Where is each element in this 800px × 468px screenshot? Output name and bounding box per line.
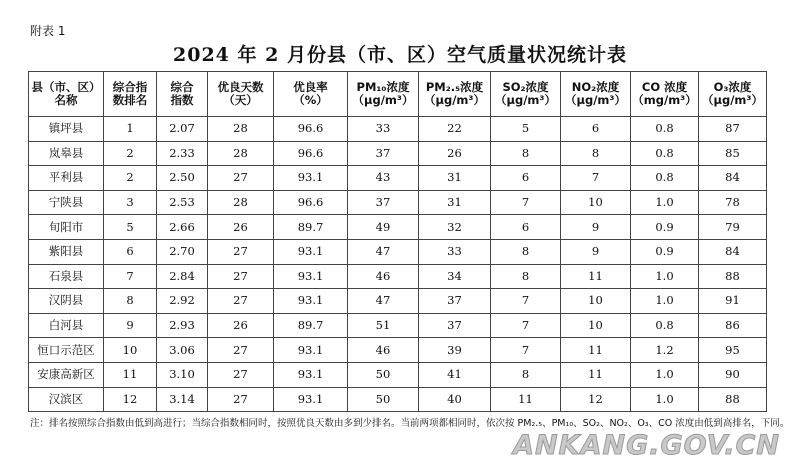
table-cell: 6 <box>491 166 561 191</box>
table-cell: 5 <box>104 215 157 240</box>
table-cell: 镇坪县 <box>29 117 104 142</box>
table-cell: 41 <box>419 362 491 387</box>
table-cell: 旬阳市 <box>29 215 104 240</box>
table-cell: 0.8 <box>631 141 699 166</box>
table-cell: 93.1 <box>274 362 348 387</box>
table-cell: 1.0 <box>631 387 699 412</box>
column-header <box>208 72 274 117</box>
table-cell: 28 <box>208 141 274 166</box>
table-cell: 2.92 <box>157 289 208 314</box>
table-cell: 12 <box>561 387 631 412</box>
table-cell: 87 <box>699 117 767 142</box>
table-cell: 8 <box>491 141 561 166</box>
table-cell: 白河县 <box>29 313 104 338</box>
column-header-line: （天） <box>223 93 258 107</box>
table-cell: 7 <box>491 338 561 363</box>
table-cell: 2.84 <box>157 264 208 289</box>
table-cell: 宁陕县 <box>29 190 104 215</box>
table-cell: 89.7 <box>274 215 348 240</box>
table-cell: 27 <box>208 239 274 264</box>
table-cell: 1 <box>104 117 157 142</box>
column-header-line: 数排名 <box>112 93 148 107</box>
table-cell: 5 <box>491 117 561 142</box>
table-cell: 31 <box>419 166 491 191</box>
column-header <box>561 72 631 117</box>
table-cell: 6 <box>561 117 631 142</box>
table-cell: 0.8 <box>631 117 699 142</box>
table-title: 2024 年 2 月份县（市、区）空气质量状况统计表 <box>173 44 627 66</box>
table-cell: 90 <box>699 362 767 387</box>
table-cell: 11 <box>561 338 631 363</box>
table-row <box>29 289 767 314</box>
table-cell: 96.6 <box>274 190 348 215</box>
table-row <box>29 166 767 191</box>
table-cell: 7 <box>491 190 561 215</box>
table-cell: 33 <box>348 117 419 142</box>
table-cell: 2.07 <box>157 117 208 142</box>
table-row <box>29 264 767 289</box>
column-header-line: PM₁₀浓度 <box>356 80 410 94</box>
table-cell: 78 <box>699 190 767 215</box>
table-cell: 平利县 <box>29 166 104 191</box>
table-cell: 46 <box>348 264 419 289</box>
table-cell: 8 <box>561 141 631 166</box>
table-cell: 85 <box>699 141 767 166</box>
column-header <box>631 72 699 117</box>
table-cell: 11 <box>561 362 631 387</box>
table-cell: 93.1 <box>274 338 348 363</box>
table-cell: 37 <box>419 289 491 314</box>
table-cell: 紫阳县 <box>29 239 104 264</box>
table-cell: 1.0 <box>631 289 699 314</box>
table-cell: 7 <box>491 289 561 314</box>
table-cell: 8 <box>104 289 157 314</box>
table-cell: 43 <box>348 166 419 191</box>
column-header-line: （μg/m³） <box>565 93 626 107</box>
column-header <box>104 72 157 117</box>
column-header-line: CO 浓度 <box>641 80 688 94</box>
table-cell: 26 <box>208 313 274 338</box>
column-header-line: 县（市、区） <box>31 80 101 94</box>
column-header-line: O₃浓度 <box>713 80 752 94</box>
table-cell: 40 <box>419 387 491 412</box>
table-row <box>29 387 767 412</box>
table-cell: 11 <box>561 264 631 289</box>
column-header-line: 综合指 <box>112 80 148 94</box>
table-row <box>29 313 767 338</box>
table-cell: 34 <box>419 264 491 289</box>
column-header-line: （μg/m³） <box>352 93 414 107</box>
table-cell: 89.7 <box>274 313 348 338</box>
table-cell: 32 <box>419 215 491 240</box>
table-cell: 88 <box>699 387 767 412</box>
table-cell: 11 <box>104 362 157 387</box>
table-cell: 51 <box>348 313 419 338</box>
column-header-line: （μg/m³） <box>495 93 556 107</box>
table-cell: 37 <box>348 190 419 215</box>
table-cell: 0.9 <box>631 215 699 240</box>
table-cell: 93.1 <box>274 264 348 289</box>
table-cell: 84 <box>699 239 767 264</box>
table-cell: 2 <box>104 141 157 166</box>
table-cell: 95 <box>699 338 767 363</box>
table-cell: 96.6 <box>274 141 348 166</box>
table-cell: 1.0 <box>631 264 699 289</box>
table-cell: 27 <box>208 387 274 412</box>
column-header-line: 优良天数 <box>217 80 264 94</box>
table-row <box>29 338 767 363</box>
table-cell: 10 <box>104 338 157 363</box>
table-cell: 安康高新区 <box>29 362 104 387</box>
table-cell: 8 <box>491 264 561 289</box>
column-header <box>699 72 767 117</box>
table-cell: 93.1 <box>274 289 348 314</box>
table-cell: 0.8 <box>631 313 699 338</box>
column-header-line: 指数 <box>170 93 194 107</box>
table-cell: 2.50 <box>157 166 208 191</box>
table-cell: 88 <box>699 264 767 289</box>
table-cell: 2.93 <box>157 313 208 338</box>
table-cell: 28 <box>208 117 274 142</box>
column-header-line: 名称 <box>54 93 78 107</box>
table-cell: 96.6 <box>274 117 348 142</box>
table-cell: 22 <box>419 117 491 142</box>
table-cell: 47 <box>348 239 419 264</box>
column-header-line: （mg/m³） <box>632 93 697 107</box>
table-cell: 91 <box>699 289 767 314</box>
column-header <box>157 72 208 117</box>
table-cell: 33 <box>419 239 491 264</box>
column-header-line: （μg/m³） <box>702 93 763 107</box>
table-cell: 12 <box>104 387 157 412</box>
attachment-label: 附表 1 <box>30 24 66 38</box>
table-cell: 岚皋县 <box>29 141 104 166</box>
table-cell: 84 <box>699 166 767 191</box>
table-cell: 37 <box>419 313 491 338</box>
table-cell: 27 <box>208 338 274 363</box>
table-cell: 7 <box>491 313 561 338</box>
table-cell: 9 <box>104 313 157 338</box>
table-cell: 26 <box>419 141 491 166</box>
table-cell: 0.8 <box>631 166 699 191</box>
table-cell: 石泉县 <box>29 264 104 289</box>
table-cell: 3.10 <box>157 362 208 387</box>
table-cell: 93.1 <box>274 166 348 191</box>
table-cell: 1.0 <box>631 190 699 215</box>
table-cell: 93.1 <box>274 387 348 412</box>
table-cell: 27 <box>208 264 274 289</box>
table-cell: 9 <box>561 239 631 264</box>
table-cell: 恒口示范区 <box>29 338 104 363</box>
table-cell: 50 <box>348 387 419 412</box>
column-header <box>274 72 348 117</box>
table-cell: 3.14 <box>157 387 208 412</box>
table-cell: 27 <box>208 289 274 314</box>
table-cell: 10 <box>561 313 631 338</box>
column-header-line: PM₂.₅浓度 <box>425 80 484 94</box>
column-header-line: SO₂浓度 <box>502 80 549 94</box>
table-cell: 0.9 <box>631 239 699 264</box>
column-header-line: （μg/m³） <box>424 93 485 107</box>
table-cell: 1.0 <box>631 362 699 387</box>
table-cell: 10 <box>561 190 631 215</box>
table-cell: 6 <box>104 239 157 264</box>
table-cell: 86 <box>699 313 767 338</box>
table-cell: 2.66 <box>157 215 208 240</box>
watermark: ANKANG.GOV.CN <box>513 430 780 461</box>
table-cell: 27 <box>208 166 274 191</box>
table-row <box>29 362 767 387</box>
table-cell: 37 <box>348 141 419 166</box>
table-cell: 汉阴县 <box>29 289 104 314</box>
table-cell: 3.06 <box>157 338 208 363</box>
table-cell: 9 <box>561 215 631 240</box>
table-cell: 10 <box>561 289 631 314</box>
table-cell: 28 <box>208 190 274 215</box>
table-cell: 7 <box>104 264 157 289</box>
table-cell: 3 <box>104 190 157 215</box>
table-cell: 8 <box>491 239 561 264</box>
table-cell: 46 <box>348 338 419 363</box>
table-cell: 1.2 <box>631 338 699 363</box>
table-cell: 11 <box>491 387 561 412</box>
table-cell: 汉滨区 <box>29 387 104 412</box>
table-cell: 2.33 <box>157 141 208 166</box>
table-row <box>29 215 767 240</box>
column-header-line: （%） <box>293 93 328 107</box>
column-header <box>29 72 104 117</box>
column-header <box>348 72 419 117</box>
table-row <box>29 190 767 215</box>
table-cell: 8 <box>491 362 561 387</box>
air-quality-table <box>28 71 767 412</box>
table-cell: 49 <box>348 215 419 240</box>
table-cell: 39 <box>419 338 491 363</box>
table-cell: 27 <box>208 362 274 387</box>
footnote: 注：排名按照综合指数由低到高进行；当综合指数相同时，按照优良天数由多到少排名。当前两项都相同时，依次按 PM₂.₅、PM₁₀、SO₂、NO₂、O₃、CO 浓度由低到高排名，下同。 <box>30 418 790 429</box>
table-cell: 2 <box>104 166 157 191</box>
table-cell: 2.53 <box>157 190 208 215</box>
column-header <box>491 72 561 117</box>
table-cell: 50 <box>348 362 419 387</box>
column-header-line: 综合 <box>170 80 194 94</box>
table-row <box>29 117 767 142</box>
header-row <box>29 72 767 117</box>
table-cell: 31 <box>419 190 491 215</box>
table-body <box>29 117 767 412</box>
table-cell: 2.70 <box>157 239 208 264</box>
column-header-line: 优良率 <box>293 80 328 94</box>
table-row <box>29 239 767 264</box>
table-cell: 93.1 <box>274 239 348 264</box>
table-cell: 7 <box>561 166 631 191</box>
table-cell: 26 <box>208 215 274 240</box>
table-row <box>29 141 767 166</box>
table-cell: 6 <box>491 215 561 240</box>
column-header-line: NO₂浓度 <box>571 80 620 94</box>
table-cell: 79 <box>699 215 767 240</box>
column-header <box>419 72 491 117</box>
table-cell: 47 <box>348 289 419 314</box>
